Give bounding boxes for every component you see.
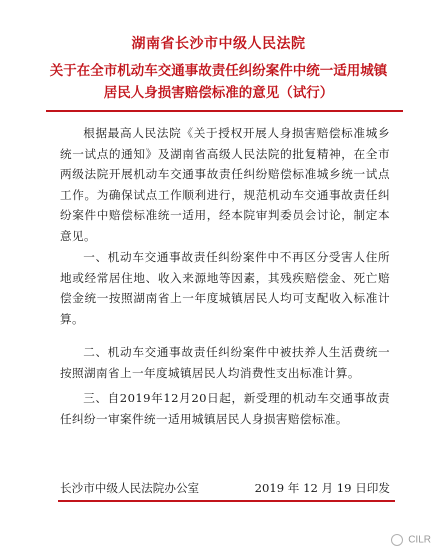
- red-divider-bottom: [58, 500, 395, 502]
- paragraph-item-1: 一、机动车交通事故责任纠纷案件中不再区分受害人住所地或经常居住地、收入来源地等因素，其残疾赔偿金、死亡赔偿金统一按照湖南省上一年度城镇居民人均可支配收入标准计算。: [60, 250, 390, 326]
- title-block: [0, 34, 437, 104]
- red-divider-top: [46, 110, 403, 112]
- document-title: [0, 60, 437, 104]
- watermark: [391, 534, 431, 546]
- footer-issuing-office: 长沙市中级人民法院办公室: [60, 481, 200, 495]
- paragraph-item-3: 三、自2019年12月20日起，新受理的机动车交通事故责任纠纷一审案件统一适用城镇居民人身损害赔偿标准。: [60, 391, 390, 426]
- paragraph-item-2: 二、机动车交通事故责任纠纷案件中被扶养人生活费统一按照湖南省上一年度城镇居民人均消费性支出标准计算。: [60, 345, 390, 380]
- watermark-logo-icon: [391, 534, 403, 546]
- title-line-2: 居民人身损害赔偿标准的意见（试行）: [103, 85, 334, 101]
- title-line-1: 关于在全市机动车交通事故责任纠纷案件中统一适用城镇: [49, 63, 388, 79]
- watermark-text: CILR: [408, 534, 431, 546]
- paragraph-intro: 根据最高人民法院《关于授权开展人身损害赔偿标准城乡统一试点的通知》及湖南省高级人民法院的批复精神，在全市两级法院开展机动车交通事故责任纠纷赔偿标准城乡统一试点工作。为确保试点工作顺利进行，规范机动车交通事故责任纠纷案件中赔偿标准统一适用，经本院审判委员会讨论，制定本意见。: [60, 126, 390, 243]
- issuer-name: 湖南省长沙市中级人民法院: [131, 36, 306, 52]
- footer-issue-date: 2019 年 12 月 19 日印发: [254, 481, 390, 495]
